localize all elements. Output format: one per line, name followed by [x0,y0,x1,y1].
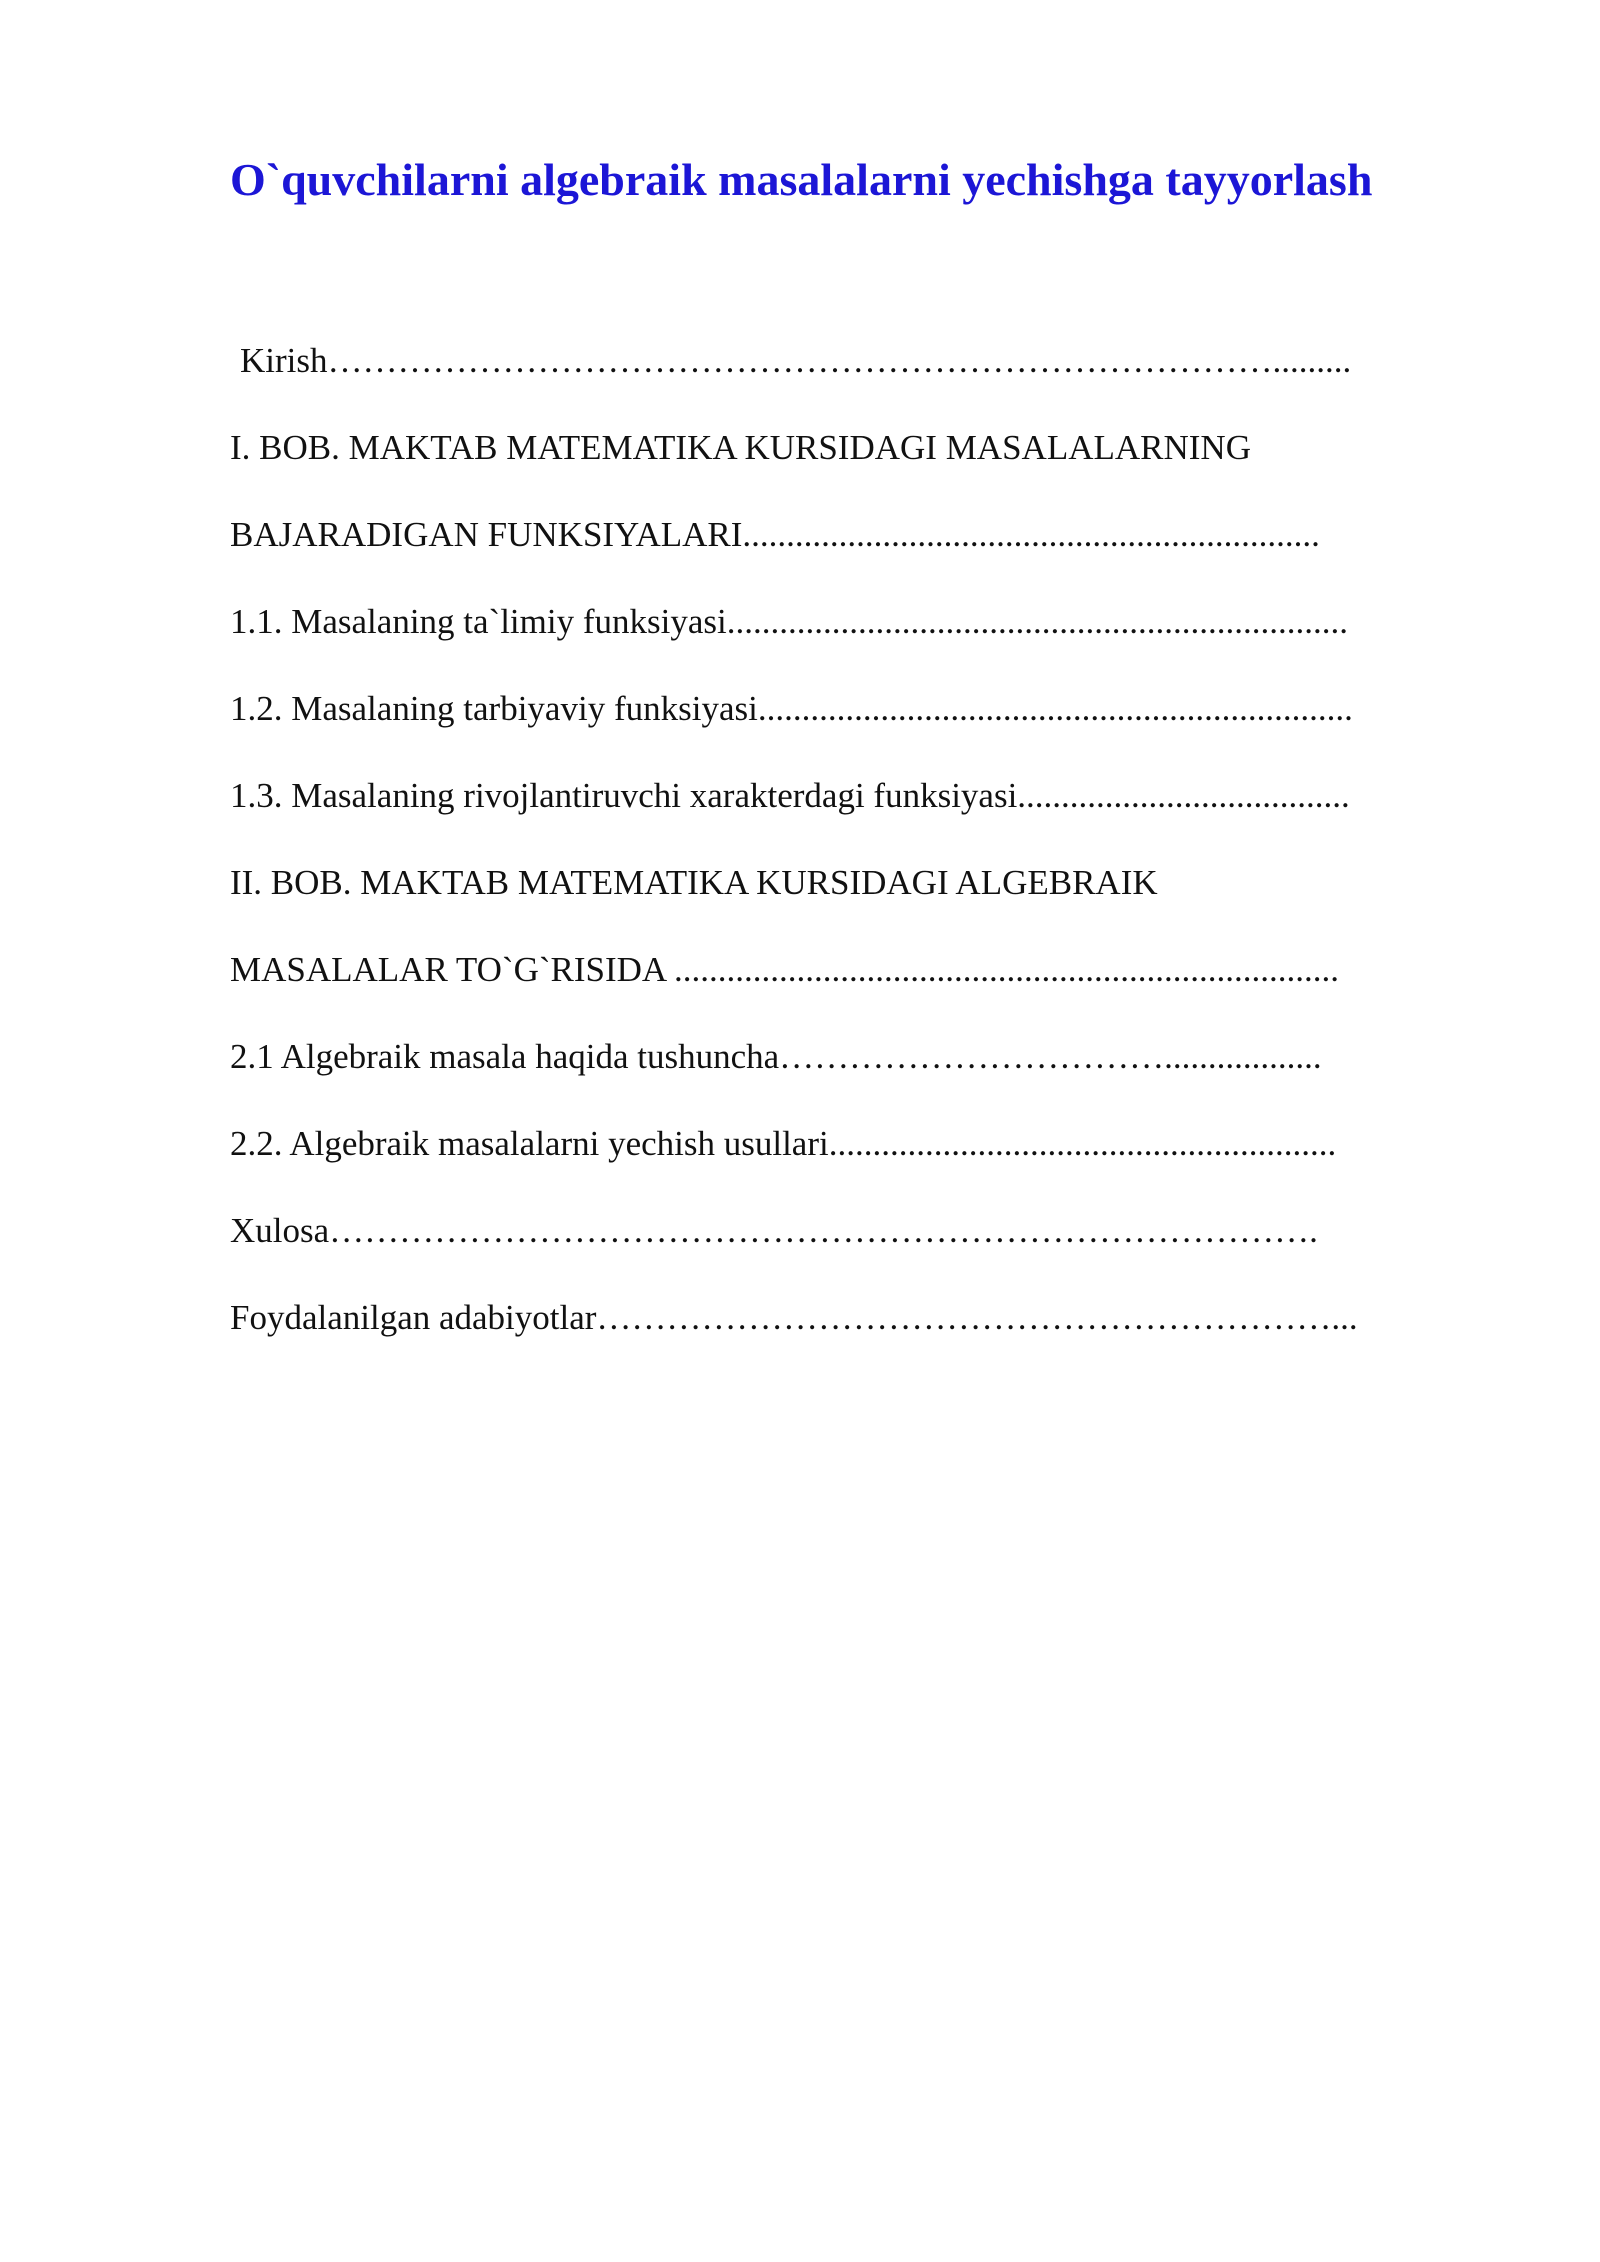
toc-entry-introduction: Kirish………………………………………………………………………......... [240,341,1352,380]
document-title: O`quvchilarni algebraik masalalarni yechishga tayyorlash [230,154,1373,205]
toc-entry-chapter-1-heading-cont: BAJARADIGAN FUNKSIYALARI.................................................................. [230,515,1320,554]
toc-entry-chapter-2-heading-cont: MASALALAR TO`G`RISIDA ............................................................................ [230,950,1340,989]
toc-entry-section-2-2: 2.2. Algebraik masalalarni yechish usullari.......................................................... [230,1124,1337,1163]
toc-entry-chapter-1-heading: I. BOB. MAKTAB MATEMATIKA KURSIDAGI MASALALARNING [230,428,1251,467]
toc-entry-section-1-1: 1.1. Masalaning ta`limiy funksiyasi....................................................................... [230,602,1348,641]
toc-entry-chapter-2-heading: II. BOB. MAKTAB MATEMATIKA KURSIDAGI ALGEBRAIK [230,863,1158,902]
toc-entry-references: Foydalanilgan adabiyotlar………………………………………………………... [230,1298,1358,1337]
table-of-contents [230,335,1460,1379]
toc-entry-conclusion: Xulosa…………………………………………………………………………. [230,1211,1318,1250]
toc-entry-section-1-3: 1.3. Masalaning rivojlantiruvchi xarakterdagi funksiyasi...................................... [230,776,1350,815]
toc-entry-section-2-1: 2.1 Algebraik masala haqida tushuncha…………………………….................. [230,1037,1322,1076]
toc-entry-section-1-2: 1.2. Masalaning tarbiyaviy funksiyasi.................................................................... [230,689,1353,728]
